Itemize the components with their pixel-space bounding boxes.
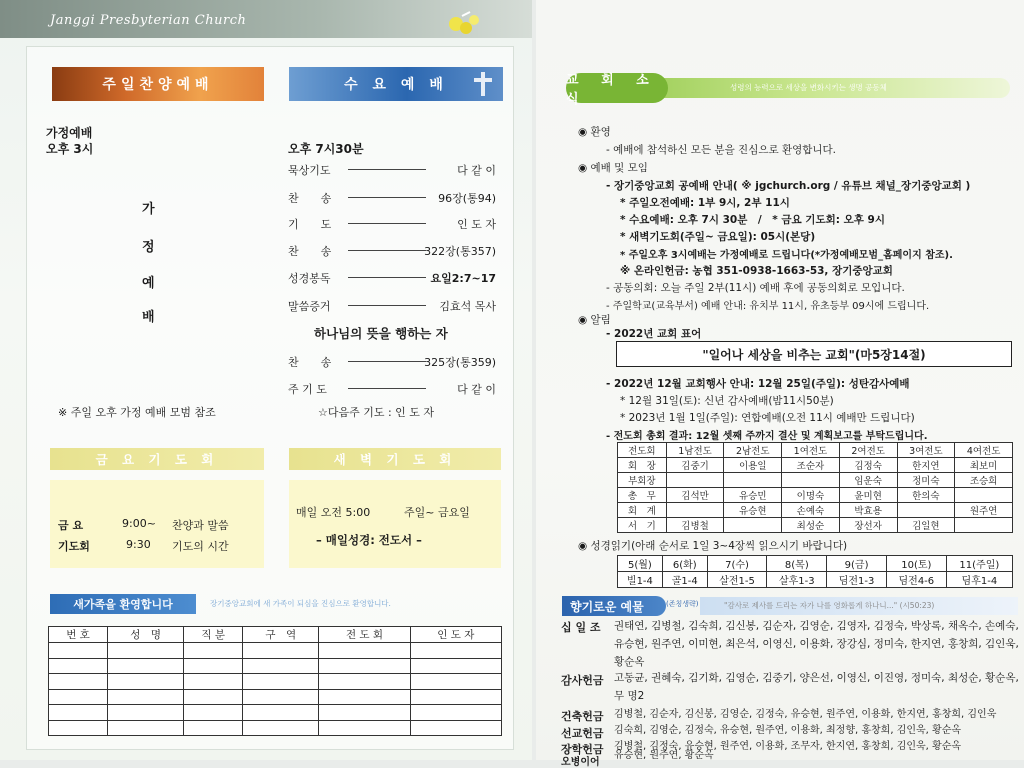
friday-row-label: 금 요 xyxy=(58,519,84,532)
reading-cell: 골1-4 xyxy=(662,572,707,588)
reading-cell: 살후1-3 xyxy=(767,572,827,588)
offering-category: 건축헌금 xyxy=(561,710,604,723)
mission-cell: 김병철 xyxy=(666,518,724,533)
offering-names: 고동균, 권혜숙, 김기화, 김영순, 김중기, 양은선, 이영신, 이진영, 정미숙, 최성순, 황순옥, 무 명2 xyxy=(614,672,1019,702)
mission-cell: 최성순 xyxy=(782,518,840,533)
mission-table xyxy=(617,442,1013,533)
newcomer-header: 새가족을 환영합니다 xyxy=(50,594,196,614)
vertical-char: 예 xyxy=(142,276,155,291)
welcome-text: - 예배에 참석하신 모든 분을 진심으로 환영합니다. xyxy=(606,144,837,156)
offering-category: 십 일 조 xyxy=(561,621,601,634)
mission-cell: 이용일 xyxy=(724,458,782,473)
mission-head: - 전도회 총회 결과: 12월 셋째 주까지 결산 및 계획보고를 부탁드립니다. xyxy=(606,431,928,442)
mission-cell: 한의숙 xyxy=(897,488,955,503)
cross-icon xyxy=(468,70,498,98)
newcomer-table xyxy=(48,626,502,736)
mission-cell: 이명숙 xyxy=(782,488,840,503)
news-line: * 주일오전예배: 1부 9시, 2부 11시 xyxy=(620,197,790,209)
dawn-prayer-box xyxy=(289,480,501,568)
event-line: * 12월 31일(토): 신년 감사예배(밤11시50분) xyxy=(620,395,834,407)
mission-cell: 정미숙 xyxy=(897,473,955,488)
council-line: - 공동의회: 오늘 주일 2부(11시) 예배 후에 공동의회로 모입니다. xyxy=(606,282,905,294)
mission-cell xyxy=(666,473,724,488)
news-line: * 수요예배: 오후 7시 30분 / * 금요 기도회: 오후 9시 xyxy=(620,214,885,226)
news-line: ※ 온라인헌금: 농협 351-0938-1663-53, 장기중앙교회 xyxy=(620,265,893,277)
home-worship-time: 오후 3시 xyxy=(46,142,94,156)
mission-cell: 손예숙 xyxy=(782,503,840,518)
mission-cell: 회 장 xyxy=(618,458,667,473)
wednesday-time: 오후 7시30분 xyxy=(288,142,364,156)
mission-cell: 조승희 xyxy=(955,473,1013,488)
news-title: 교 회 소 식 xyxy=(566,73,668,103)
mission-cell: 원주연 xyxy=(955,503,1013,518)
reading-cell: 9(금) xyxy=(827,556,887,572)
events-head: - 2022년 12월 교회행사 안내: 12월 25일(주일): 성탄감사예배 xyxy=(606,378,910,390)
mission-cell: 3여전도 xyxy=(897,443,955,458)
mission-cell: 윤미현 xyxy=(839,488,897,503)
flower-icon xyxy=(442,10,488,40)
mission-cell xyxy=(724,518,782,533)
vertical-char: 가 xyxy=(142,202,155,217)
mission-cell xyxy=(955,488,1013,503)
dawn-prayer-header: 새 벽 기 도 회 xyxy=(289,448,501,470)
mission-cell: 2남전도 xyxy=(724,443,782,458)
dawn-reading: – 매일성경: 전도서 – xyxy=(316,533,422,547)
mission-cell: 회 계 xyxy=(618,503,667,518)
friday-row-label: 기도회 xyxy=(58,540,90,553)
col-header: 구 역 xyxy=(243,627,319,643)
col-header: 직 분 xyxy=(184,627,243,643)
dawn-days: 주일~ 금요일 xyxy=(404,506,470,519)
newcomer-subtitle: 장기중앙교회에 새 가족이 되심을 진심으로 환영합니다. xyxy=(210,599,391,608)
col-header: 전 도 회 xyxy=(319,627,410,643)
reading-table xyxy=(617,555,1013,588)
mission-cell: 총 무 xyxy=(618,488,667,503)
reading-head: ◉ 성경읽기(아래 순서로 1일 3~4장씩 읽으시기 바랍니다) xyxy=(578,540,848,552)
mission-cell xyxy=(897,503,955,518)
reading-cell: 딤후1-4 xyxy=(946,572,1012,588)
reading-cell: 8(목) xyxy=(767,556,827,572)
mission-cell: 김석만 xyxy=(666,488,724,503)
col-header: 인 도 자 xyxy=(410,627,501,643)
offering-names: 김병철, 김순자, 김신봉, 김영순, 김정숙, 유승현, 원주연, 이용화, 한지연, 홍창희, 김인욱 xyxy=(614,709,997,720)
mission-cell xyxy=(724,473,782,488)
mission-cell: 임운숙 xyxy=(839,473,897,488)
home-worship-label: 가정예배 xyxy=(46,126,93,140)
reading-cell: 7(수) xyxy=(707,556,767,572)
friday-row-desc: 찬양과 말씀 xyxy=(172,519,229,532)
offering-category: 선교헌금 xyxy=(561,727,604,740)
sunday-worship-header: 주일찬양예배 xyxy=(52,67,264,101)
mission-cell: 장선자 xyxy=(839,518,897,533)
friday-prayer-header: 금 요 기 도 회 xyxy=(50,448,264,470)
friday-row-time: 9:30 xyxy=(126,538,151,551)
mission-cell: 최보미 xyxy=(955,458,1013,473)
reading-cell: 딤전1-3 xyxy=(827,572,887,588)
mission-cell: 4여전도 xyxy=(955,443,1013,458)
mission-cell: 김정숙 xyxy=(839,458,897,473)
vertical-char: 배 xyxy=(142,310,155,325)
school-line: - 주일학교(교육부서) 예배 안내: 유치부 11시, 유초등부 09시에 드립니다. xyxy=(606,301,930,312)
mission-cell xyxy=(666,503,724,518)
mission-cell: 김중기 xyxy=(666,458,724,473)
offering-names: 김병철, 김정숙, 유승현, 원주연, 이용화, 조무자, 한지연, 홍창희, 김인욱, 황순옥 xyxy=(614,741,962,752)
mission-cell: 부회장 xyxy=(618,473,667,488)
offering-names: 김숙희, 김영순, 김정숙, 유승현, 원주연, 이용화, 최정향, 홍창희, 김인욱, 황순옥 xyxy=(614,725,962,736)
reading-cell: 살전1-5 xyxy=(707,572,767,588)
wednesday-worship-header: 수 요 예 배 xyxy=(289,67,503,101)
friday-row-time: 9:00~ xyxy=(122,517,156,530)
reading-cell: 6(화) xyxy=(662,556,707,572)
church-name: Janggi Presbyterian Church xyxy=(50,13,247,28)
col-header: 성 명 xyxy=(108,627,184,643)
mission-cell: 1남전도 xyxy=(666,443,724,458)
vertical-char: 정 xyxy=(142,240,155,255)
mission-cell: 2여전도 xyxy=(839,443,897,458)
offering-tag: (존칭생략) xyxy=(666,600,699,608)
offering-title: 향기로운 예물 xyxy=(562,596,666,616)
offering-category: 오병이어 xyxy=(561,757,600,768)
motto-box: "일어나 세상을 비추는 교회"(마5장14절) xyxy=(616,341,1012,367)
offering-names: 유승현, 원주연, 황순옥 xyxy=(614,750,714,761)
news-line: * 주일오후 3시예배는 가정예배로 드립니다(*가정예배모범_홈페이지 참조). xyxy=(620,250,953,261)
col-header: 번 호 xyxy=(49,627,108,643)
home-worship-note: ※ 주일 오후 가정 예배 모범 참조 xyxy=(58,406,216,419)
top-banner xyxy=(0,0,532,38)
event-line: * 2023년 1월 1일(주일): 연합예배(오전 11시 예배만 드립니다) xyxy=(620,412,915,424)
mission-cell: 조순자 xyxy=(782,458,840,473)
next-prayer: ☆다음주 기도 : 인 도 자 xyxy=(318,406,435,419)
offering-verse: "감사로 제사를 드리는 자가 나를 영화롭게 하나니..." (시50:23) xyxy=(724,601,935,610)
mission-cell: 서 기 xyxy=(618,518,667,533)
mission-cell: 유승민 xyxy=(724,488,782,503)
news-line: * 새벽기도회(주일~ 금요일): 05시(본당) xyxy=(620,231,816,243)
mission-cell: 1여전도 xyxy=(782,443,840,458)
reading-cell: 빌1-4 xyxy=(618,572,663,588)
mission-cell xyxy=(955,518,1013,533)
friday-row-desc: 기도의 시간 xyxy=(172,540,229,553)
reading-cell: 딤전4-6 xyxy=(886,572,946,588)
mission-cell: 유승현 xyxy=(724,503,782,518)
news-line: - 장기중앙교회 공예배 안내( ※ jgchurch.org / 유튜브 채널_장기중앙교회 ) xyxy=(606,180,971,192)
reading-cell: 10(토) xyxy=(886,556,946,572)
mission-cell: 김일현 xyxy=(897,518,955,533)
notice-head: ◉ 알림 xyxy=(578,314,611,326)
mission-cell: 박효용 xyxy=(839,503,897,518)
offering-category: 장학헌금 xyxy=(561,743,604,756)
mission-cell: 전도회 xyxy=(618,443,667,458)
motto-head: - 2022년 교회 표어 xyxy=(606,328,702,340)
news-subtitle: 성령의 능력으로 세상을 변화시키는 생명 공동체 xyxy=(730,83,887,92)
reading-cell: 11(주일) xyxy=(946,556,1012,572)
mission-cell: 한지연 xyxy=(897,458,955,473)
worship-head: ◉ 예배 및 모임 xyxy=(578,162,648,174)
reading-cell: 5(월) xyxy=(618,556,663,572)
mission-cell xyxy=(782,473,840,488)
offering-names: 권태연, 김병철, 김숙희, 김신봉, 김순자, 김영순, 김영자, 김정숙, 박상록, 채옥수, 손예숙, 유승현, 원주연, 이미현, 최은석, 이영신, 이용화, 장강심, 정미숙, 한지연, 홍창희, 김인욱, 황순옥 xyxy=(614,620,1019,668)
welcome-head: ◉ 환영 xyxy=(578,126,611,138)
dawn-time: 매일 오전 5:00 xyxy=(296,506,371,519)
offering-category: 감사헌금 xyxy=(561,674,604,687)
sermon-title: 하나님의 뜻을 행하는 자 xyxy=(314,326,448,341)
